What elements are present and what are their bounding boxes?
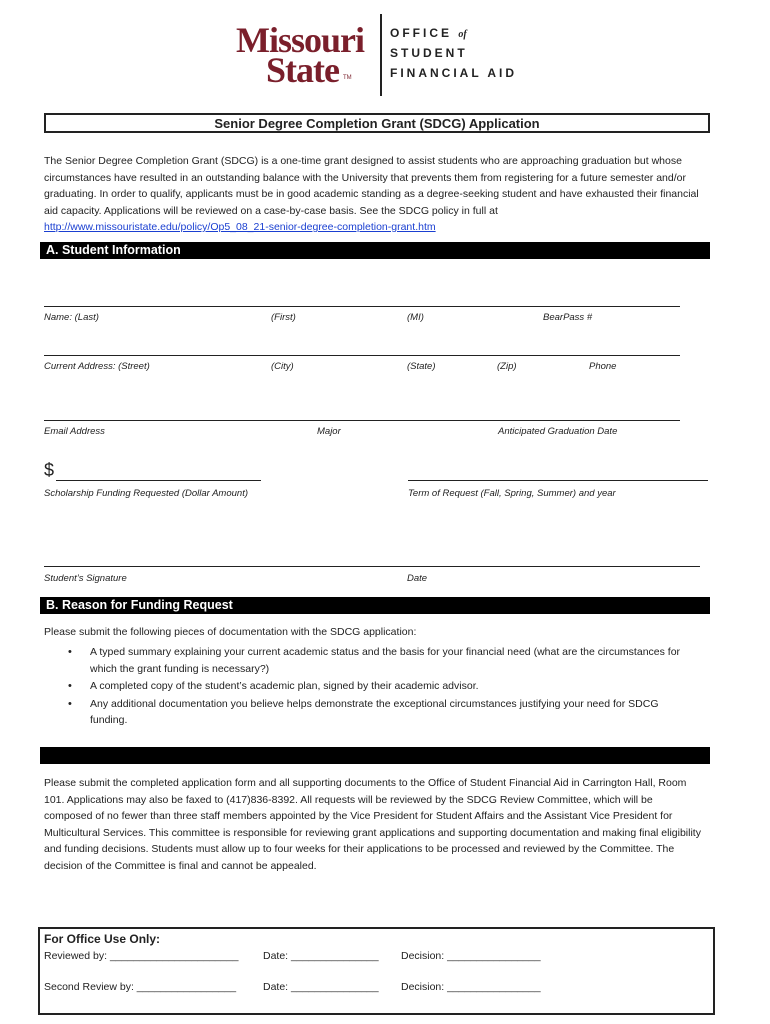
date-field-1[interactable]: Date: _______________ (263, 950, 379, 962)
label-phone: Phone (589, 361, 617, 372)
label-grad-date: Anticipated Graduation Date (498, 426, 618, 437)
dollar-sign: $ (44, 460, 55, 480)
label-zip: (Zip) (497, 361, 517, 372)
label-amount: Scholarship Funding Requested (Dollar Amount) (44, 488, 249, 499)
office-word: OFFICE (390, 26, 452, 40)
intro-paragraph (44, 153, 714, 236)
term-line[interactable] (408, 480, 708, 481)
requirements-list (44, 644, 690, 730)
list-item: • A typed summary explaining your current academic status and the basis for your financial need (what are the circumstances for which the grant funding is necessary?) (44, 644, 690, 677)
list-item: • Any additional documentation you believe helps demonstrate the exceptional circumstances justifying your need for SDCG funding. (44, 696, 690, 729)
email-line[interactable] (44, 420, 680, 421)
second-review-field[interactable]: Second Review by: _________________ (44, 981, 237, 993)
label-term: Term of Request (Fall, Spring, Summer) and year (408, 488, 616, 499)
section-b-heading: B. Reason for Funding Request (40, 597, 710, 614)
reviewed-by-field[interactable]: Reviewed by: ______________________ (44, 950, 239, 962)
label-city: (City) (271, 361, 294, 372)
section-b-intro: Please submit the following pieces of documentation with the SDCG application: (44, 626, 417, 638)
list-item: • A completed copy of the student’s academic plan, signed by their academic advisor. (44, 678, 690, 695)
label-state: (State) (407, 361, 436, 372)
policy-link[interactable]: http://www.missouristate.edu/policy/Op5_08_21-senior-degree-completion-grant.htm (44, 221, 436, 233)
name-line[interactable] (44, 306, 680, 307)
logo-missouri-text: Missouri (236, 20, 365, 60)
office-use-title: For Office Use Only: (44, 932, 161, 946)
submission-paragraph: Please submit the completed application form and all supporting documents to the Office of Student Financial Aid in Carrington Hall, Room 101. Applications may also be faxed to (417)836-8392. All requests will be reviewed by the SDCG Review Committee, which will be composed of no fewer than three staff members appointed by the Vice President for Student Affairs and the Assistant Vice President for Multicultural Services. This committee is responsible for reviewing grant applications and supporting documentation and making final eligibility and funding decisions. Students must allow up to four weeks for their applications to be processed and reviewed by the Committee. The decision of the Committee is final and cannot be appealed. (44, 777, 701, 872)
signature-line[interactable] (44, 566, 454, 567)
label-street: Current Address: (Street) (44, 361, 150, 372)
address-line[interactable] (44, 355, 680, 356)
decision-field-2[interactable]: Decision: ________________ (401, 981, 541, 993)
label-email: Email Address (44, 426, 105, 437)
label-mi: (MI) (407, 312, 424, 323)
blank-section-bar (40, 747, 710, 764)
logo-state-text: State (266, 50, 339, 90)
amount-line[interactable] (56, 480, 261, 481)
logo-tm: TM (343, 75, 352, 81)
office-title-line3: FINANCIAL AID (390, 66, 517, 80)
logo-divider (380, 14, 382, 96)
label-major: Major (317, 426, 341, 437)
form-title: Senior Degree Completion Grant (SDCG) Application (44, 113, 710, 133)
section-a-heading: A. Student Information (40, 242, 710, 259)
office-title-line1 (390, 26, 467, 40)
label-date: Date (407, 573, 428, 584)
label-last-name: Name: (Last) (44, 312, 99, 323)
intro-text: The Senior Degree Completion Grant (SDCG) is a one-time grant designed to assist students who are approaching graduation but whose circumstances have resulted in an outstanding balance with the University that prevents them from registering for a future semester and/or graduating. In order to qualify, applicants must be in good academic standing as a degree-seeking student and have exhausted their financial aid capacity. Applications will be reviewed on a case-by-case basis. See the SDCG policy in full at (44, 155, 699, 217)
date-field-2[interactable]: Date: _______________ (263, 981, 379, 993)
office-of-word: of (458, 29, 467, 40)
office-title-line2: STUDENT (390, 46, 468, 60)
label-signature: Student’s Signature (44, 573, 127, 584)
date-line[interactable] (407, 566, 700, 567)
decision-field-1[interactable]: Decision: ________________ (401, 950, 541, 962)
label-bearpass: BearPass # (543, 312, 593, 323)
label-first-name: (First) (271, 312, 296, 323)
